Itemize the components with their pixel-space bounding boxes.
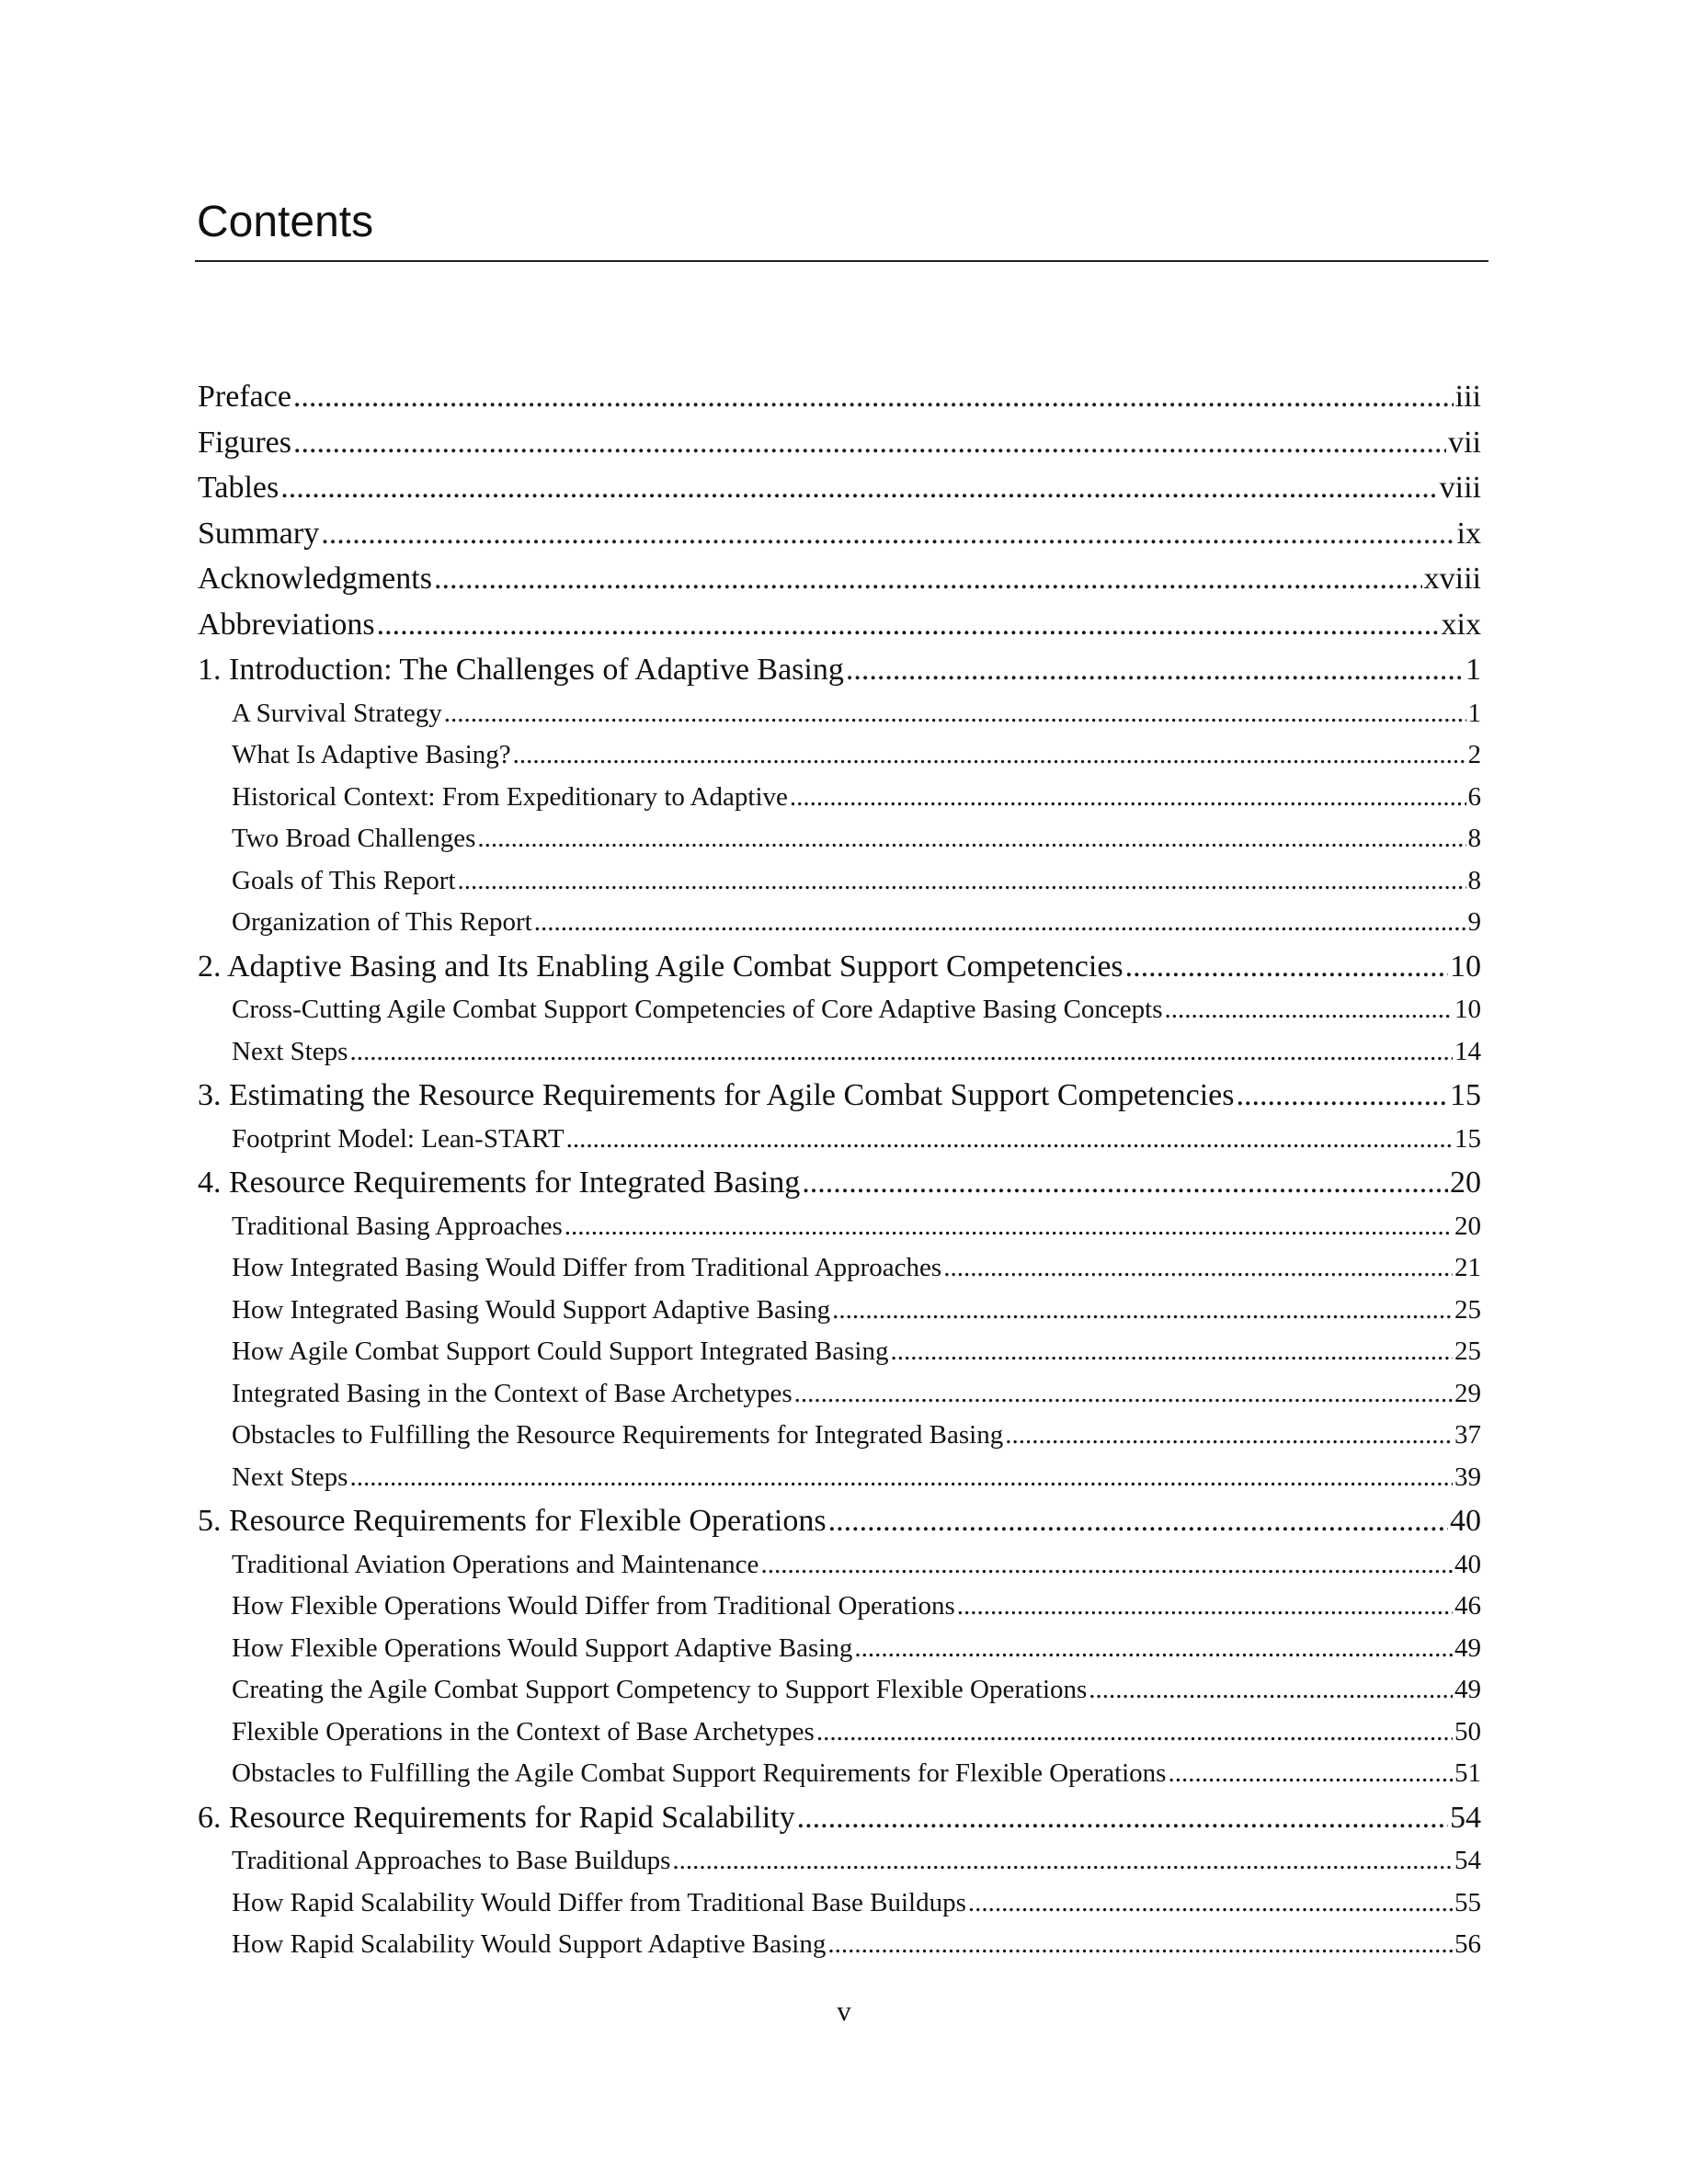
toc-leader-dots (943, 1247, 1453, 1290)
toc-entry-page: 40 (1450, 1504, 1481, 1538)
toc-leader-dots (790, 777, 1466, 819)
toc-entry-page: 10 (1450, 949, 1481, 984)
toc-leader-dots (349, 1457, 1453, 1499)
toc-entry-label: Acknowledgments (198, 562, 432, 596)
toc-entry-page: 21 (1454, 1253, 1481, 1282)
toc-entry-label: Traditional Approaches to Base Buildups (232, 1846, 671, 1875)
toc-section-entry[interactable] (198, 1247, 1481, 1290)
toc-leader-dots (1236, 1073, 1448, 1119)
toc-leader-dots (1005, 1415, 1453, 1457)
toc-chapter-entry[interactable] (198, 1160, 1481, 1206)
toc-entry-page: 14 (1454, 1036, 1481, 1066)
toc-section-entry[interactable] (198, 1031, 1481, 1074)
toc-leader-dots (293, 374, 1454, 420)
toc-chapter-entry[interactable] (198, 1795, 1481, 1841)
table-of-contents (198, 374, 1481, 1966)
toc-entry-page: 25 (1454, 1337, 1481, 1366)
toc-chapter-entry[interactable] (198, 1498, 1481, 1544)
toc-chapter-entry[interactable] (198, 602, 1481, 648)
toc-entry-page: 51 (1454, 1758, 1481, 1788)
toc-entry-page: 49 (1454, 1632, 1481, 1663)
toc-entry-page: 6 (1467, 781, 1481, 812)
toc-section-entry[interactable] (198, 1331, 1481, 1373)
toc-leader-dots (827, 1924, 1453, 1966)
toc-section-entry[interactable] (198, 1883, 1481, 1925)
toc-entry-page: iii (1454, 380, 1481, 414)
toc-leader-dots (1125, 944, 1448, 990)
toc-leader-dots (513, 734, 1466, 777)
toc-entry-label: How Integrated Basing Would Support Adaptive Basing (232, 1294, 831, 1325)
toc-leader-dots (832, 1290, 1453, 1332)
toc-entry-page: ix (1456, 516, 1481, 551)
toc-entry-page: 1 (1467, 698, 1481, 728)
toc-entry-label: Next Steps (232, 1462, 348, 1492)
toc-entry-label: 3. Estimating the Resource Requirements for Agile Combat Support Competencies (198, 1078, 1235, 1112)
toc-leader-dots (434, 556, 1422, 602)
toc-leader-dots (293, 420, 1446, 466)
toc-entry-label: Tables (198, 471, 279, 505)
toc-section-entry[interactable] (198, 1373, 1481, 1416)
toc-entry-page: vii (1448, 425, 1481, 460)
toc-chapter-entry[interactable] (198, 1073, 1481, 1119)
toc-entry-page: 50 (1454, 1716, 1481, 1746)
toc-entry-page: xix (1441, 607, 1481, 642)
toc-entry-page: 29 (1454, 1378, 1481, 1408)
toc-entry-page: 15 (1450, 1078, 1481, 1112)
toc-section-entry[interactable] (198, 1119, 1481, 1161)
toc-entry-label: Organization of This Report (232, 907, 532, 937)
toc-entry-label: Preface (198, 380, 291, 414)
toc-section-entry[interactable] (198, 1840, 1481, 1883)
toc-entry-label: Traditional Basing Approaches (232, 1211, 563, 1241)
toc-leader-dots (377, 602, 1440, 648)
toc-entry-label: 2. Adaptive Basing and Its Enabling Agile Combat Support Competencies (198, 949, 1123, 984)
toc-leader-dots (890, 1331, 1453, 1373)
toc-section-entry[interactable] (198, 1415, 1481, 1457)
toc-entry-page: 1 (1466, 653, 1481, 687)
toc-leader-dots (846, 647, 1464, 693)
toc-leader-dots (957, 1586, 1453, 1628)
toc-leader-dots (280, 465, 1437, 511)
toc-entry-label: 6. Resource Requirements for Rapid Scalability (198, 1800, 795, 1835)
toc-section-entry[interactable] (198, 1586, 1481, 1628)
toc-entry-page: 39 (1454, 1462, 1481, 1492)
toc-entry-label: Cross-Cutting Agile Combat Support Competencies of Core Adaptive Basing Concepts (232, 995, 1163, 1024)
toc-leader-dots (802, 1160, 1448, 1206)
toc-section-entry[interactable] (198, 1628, 1481, 1670)
toc-leader-dots (760, 1544, 1453, 1587)
toc-leader-dots (854, 1628, 1453, 1670)
toc-entry-page: 54 (1450, 1800, 1481, 1835)
toc-entry-page: 54 (1454, 1846, 1481, 1875)
toc-leader-dots (828, 1498, 1448, 1544)
toc-entry-label: Obstacles to Fulfilling the Resource Requirements for Integrated Basing (232, 1420, 1004, 1450)
toc-section-entry[interactable] (198, 818, 1481, 860)
toc-entry-label: How Integrated Basing Would Differ from Traditional Approaches (232, 1253, 942, 1282)
toc-entry-label: Footprint Model: Lean-START (232, 1123, 565, 1154)
toc-section-entry[interactable] (198, 1712, 1481, 1754)
toc-leader-dots (794, 1373, 1453, 1416)
toc-section-entry[interactable] (198, 1669, 1481, 1712)
toc-chapter-entry[interactable] (198, 374, 1481, 420)
toc-entry-page: 25 (1454, 1294, 1481, 1325)
toc-entry-page: 10 (1454, 995, 1481, 1024)
toc-entry-label: Abbreviations (198, 607, 375, 642)
toc-chapter-entry[interactable] (198, 465, 1481, 511)
toc-entry-label: A Survival Strategy (232, 698, 442, 728)
toc-section-entry[interactable] (198, 693, 1481, 735)
toc-section-entry[interactable] (198, 1544, 1481, 1587)
toc-leader-dots (566, 1119, 1453, 1161)
toc-entry-label: Summary (198, 516, 320, 551)
toc-section-entry[interactable] (198, 1457, 1481, 1499)
toc-leader-dots (458, 860, 1466, 903)
toc-leader-dots (968, 1883, 1453, 1925)
toc-entry-page: 40 (1454, 1549, 1481, 1579)
toc-entry-label: How Agile Combat Support Could Support Integrated Basing (232, 1337, 889, 1366)
toc-leader-dots (349, 1031, 1453, 1074)
toc-section-entry[interactable] (198, 1924, 1481, 1966)
toc-leader-dots (797, 1795, 1448, 1841)
toc-chapter-entry[interactable] (198, 511, 1481, 557)
toc-leader-dots (816, 1712, 1453, 1754)
toc-section-entry[interactable] (198, 860, 1481, 903)
toc-entry-page: 46 (1454, 1591, 1481, 1621)
toc-entry-page: xviii (1423, 562, 1481, 596)
toc-entry-label: 5. Resource Requirements for Flexible Operations (198, 1504, 827, 1538)
toc-leader-dots (1168, 1753, 1453, 1795)
toc-section-entry[interactable] (198, 1206, 1481, 1248)
toc-entry-label: Obstacles to Fulfilling the Agile Combat Support Requirements for Flexible Operations (232, 1758, 1167, 1788)
toc-leader-dots (672, 1840, 1453, 1883)
toc-leader-dots (1165, 989, 1454, 1031)
toc-entry-label: Traditional Aviation Operations and Maintenance (232, 1549, 759, 1579)
toc-leader-dots (534, 902, 1466, 944)
toc-entry-label: How Flexible Operations Would Support Adaptive Basing (232, 1632, 853, 1663)
toc-entry-page: 8 (1467, 865, 1481, 895)
toc-leader-dots (565, 1206, 1453, 1248)
toc-entry-label: Two Broad Challenges (232, 824, 476, 853)
toc-entry-page: 20 (1450, 1166, 1481, 1200)
toc-section-entry[interactable] (198, 734, 1481, 777)
toc-section-entry[interactable] (198, 1290, 1481, 1332)
toc-entry-page: 2 (1467, 740, 1481, 769)
toc-entry-label: How Flexible Operations Would Differ from Traditional Operations (232, 1591, 955, 1621)
toc-entry-label: Integrated Basing in the Context of Base Archetypes (232, 1378, 793, 1408)
title-rule (195, 260, 1488, 262)
toc-entry-label: Creating the Agile Combat Support Competency to Support Flexible Operations (232, 1675, 1088, 1704)
toc-section-entry[interactable] (198, 989, 1481, 1031)
toc-entry-label: Goals of This Report (232, 865, 456, 895)
toc-entry-page: 9 (1467, 907, 1481, 937)
toc-entry-page: 56 (1454, 1929, 1481, 1959)
toc-entry-page: 37 (1454, 1420, 1481, 1450)
toc-leader-dots (477, 818, 1466, 860)
toc-entry-label: Next Steps (232, 1036, 348, 1066)
page-number: v (837, 1995, 851, 2027)
toc-entry-label: How Rapid Scalability Would Differ from Traditional Base Buildups (232, 1887, 966, 1917)
toc-section-entry[interactable] (198, 902, 1481, 944)
toc-chapter-entry[interactable] (198, 647, 1481, 693)
toc-section-entry[interactable] (198, 777, 1481, 819)
toc-entry-label: Figures (198, 425, 291, 460)
toc-leader-dots (1089, 1669, 1453, 1712)
toc-chapter-entry[interactable] (198, 556, 1481, 602)
toc-entry-label: 1. Introduction: The Challenges of Adaptive Basing (198, 653, 844, 687)
toc-section-entry[interactable] (198, 1753, 1481, 1795)
toc-entry-page: 15 (1454, 1123, 1481, 1154)
toc-entry-label: How Rapid Scalability Would Support Adaptive Basing (232, 1929, 827, 1959)
toc-entry-page: 8 (1467, 824, 1481, 853)
toc-entry-page: 20 (1454, 1211, 1481, 1241)
toc-entry-label: What Is Adaptive Basing? (232, 740, 511, 769)
page-title: Contents (197, 198, 374, 246)
toc-entry-page: 49 (1454, 1675, 1481, 1704)
toc-entry-label: Historical Context: From Expeditionary to Adaptive (232, 781, 788, 812)
toc-entry-label: Flexible Operations in the Context of Base Archetypes (232, 1716, 815, 1746)
toc-leader-dots (321, 511, 1454, 557)
toc-leader-dots (444, 693, 1466, 735)
toc-chapter-entry[interactable] (198, 420, 1481, 466)
toc-entry-page: 55 (1454, 1887, 1481, 1917)
toc-entry-label: 4. Resource Requirements for Integrated Basing (198, 1166, 801, 1200)
toc-entry-page: viii (1439, 471, 1481, 505)
toc-chapter-entry[interactable] (198, 944, 1481, 990)
